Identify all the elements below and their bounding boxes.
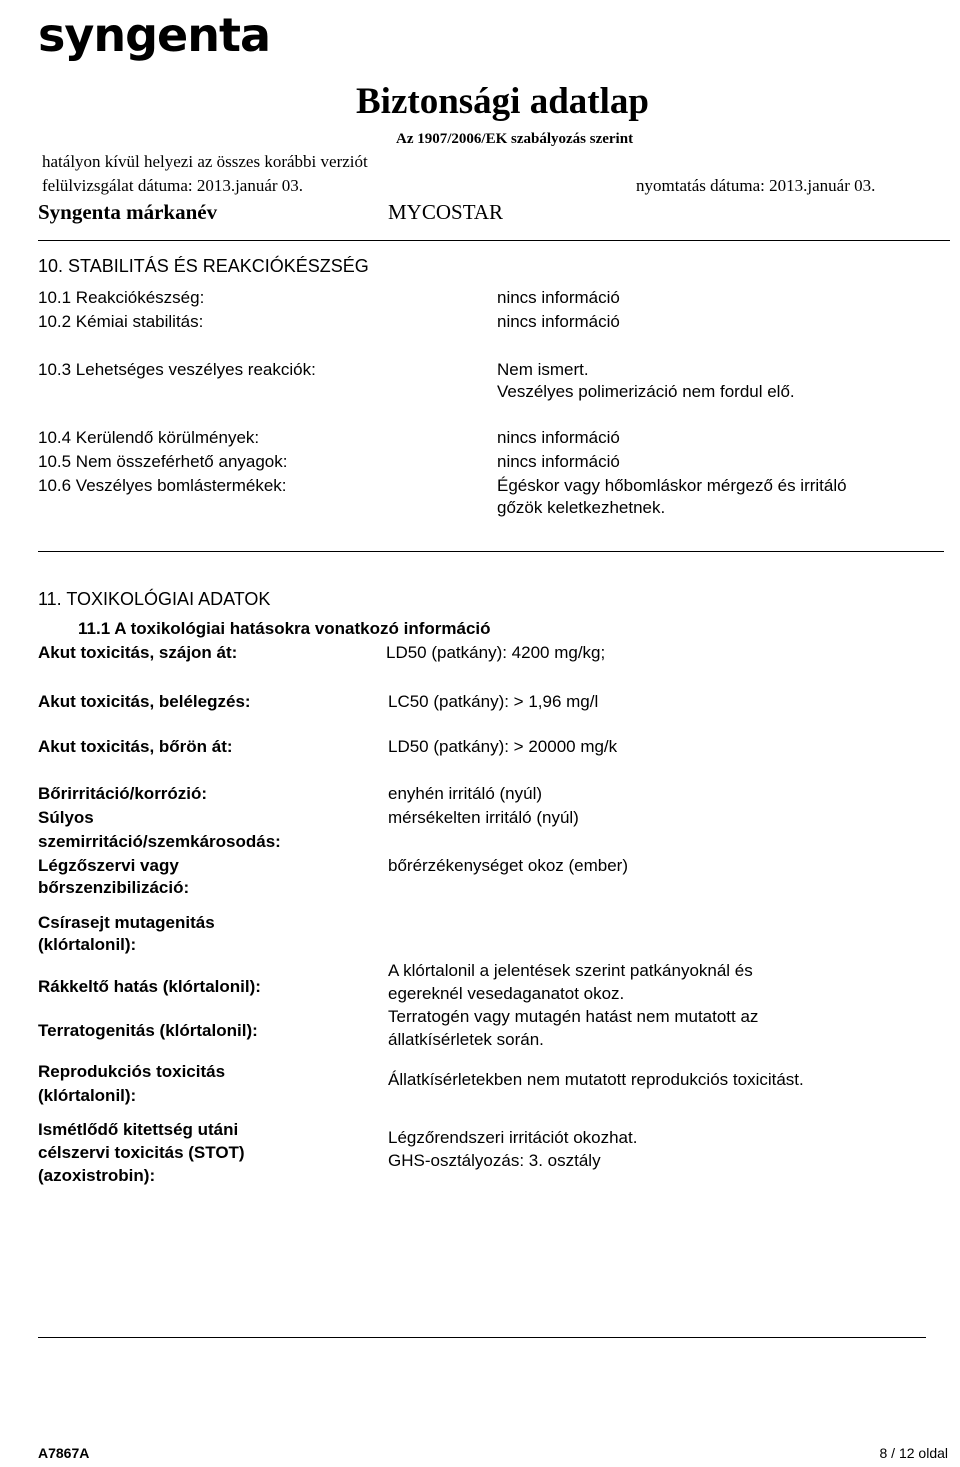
header-divider <box>38 240 950 241</box>
mutagenicity-label: Csírasejt mutagenitás <box>38 913 215 932</box>
sensitization-value: bőrérzékenységet okoz (ember) <box>388 856 629 875</box>
oral-toxicity-label: Akut toxicitás, szájon át: <box>38 643 238 662</box>
stot-value: Légzőrendszeri irritációt okozhat. <box>388 1128 638 1147</box>
footer-divider <box>38 1337 926 1338</box>
hazardous-reactions-value: Nem ismert. <box>497 360 589 379</box>
document-title: Biztonsági adatlap <box>356 81 649 122</box>
decomposition-products-label: 10.6 Veszélyes bomlástermékek: <box>38 476 287 495</box>
incompatible-materials-value: nincs információ <box>497 452 620 471</box>
oral-toxicity-value: LD50 (patkány): 4200 mg/kg; <box>386 643 606 662</box>
chemical-stability-label: 10.2 Kémiai stabilitás: <box>38 312 204 331</box>
stot-value-2: GHS-osztályozás: 3. osztály <box>388 1151 601 1170</box>
document-code: A7867A <box>38 1445 90 1461</box>
sensitization-label: Légzőszervi vagy <box>38 856 179 875</box>
inhalation-toxicity-value: LC50 (patkány): > 1,96 mg/l <box>388 692 599 711</box>
reactivity-value: nincs információ <box>497 288 620 307</box>
hazardous-reactions-value-2: Veszélyes polimerizáció nem fordul elő. <box>497 382 795 401</box>
print-date: nyomtatás dátuma: 2013.január 03. <box>636 176 876 195</box>
regulation-note: Az 1907/2006/EK szabályozás szerint <box>396 131 634 147</box>
eye-damage-value: mérsékelten irritáló (nyúl) <box>388 808 579 827</box>
hazardous-reactions-label: 10.3 Lehetséges veszélyes reakciók: <box>38 360 316 379</box>
incompatible-materials-label: 10.5 Nem összeférhető anyagok: <box>38 452 288 471</box>
stot-label: Ismétlődő kitettség utáni <box>38 1120 239 1139</box>
brand-label: Syngenta márkanév <box>38 200 218 224</box>
inhalation-toxicity-label: Akut toxicitás, belélegzés: <box>38 692 251 711</box>
carcinogenicity-value: A klórtalonil a jelentések szerint patkányoknál és <box>388 961 753 980</box>
dermal-toxicity-value: LD50 (patkány): > 20000 mg/k <box>388 737 618 756</box>
reproductive-toxicity-value: Állatkísérletekben nem mutatott reprodukciós toxicitást. <box>388 1070 804 1089</box>
section-10-heading: 10. STABILITÁS ÉS REAKCIÓKÉSZSÉG <box>38 256 369 276</box>
mutagenicity-label-2: (klórtalonil): <box>38 935 137 954</box>
eye-damage-label: Súlyos <box>38 808 94 827</box>
section-divider <box>38 551 944 552</box>
revision-date: felülvizsgálat dátuma: 2013.január 03. <box>42 176 304 195</box>
skin-irritation-value: enyhén irritáló (nyúl) <box>388 784 543 803</box>
skin-irritation-label: Bőrirritáció/korrózió: <box>38 784 208 803</box>
decomposition-products-value: Égéskor vagy hőbomláskor mérgező és irritáló <box>497 476 847 495</box>
reproductive-toxicity-label-2: (klórtalonil): <box>38 1086 137 1105</box>
sensitization-label-2: bőrszenzibilizáció: <box>38 878 190 897</box>
stot-label-3: (azoxistrobin): <box>38 1166 156 1185</box>
stot-label-2: célszervi toxicitás (STOT) <box>38 1143 245 1162</box>
decomposition-products-value-2: gőzök keletkezhetnek. <box>497 498 666 517</box>
section-11-heading: 11. TOXIKOLÓGIAI ADATOK <box>38 589 271 609</box>
carcinogenicity-label: Rákkeltő hatás (klórtalonil): <box>38 977 261 996</box>
conditions-to-avoid-label: 10.4 Kerülendő körülmények: <box>38 428 260 447</box>
reactivity-label: 10.1 Reakciókészség: <box>38 288 205 307</box>
page-number: 8 / 12 oldal <box>879 1445 948 1461</box>
chemical-stability-value: nincs információ <box>497 312 620 331</box>
reproductive-toxicity-label: Reprodukciós toxicitás <box>38 1062 226 1081</box>
syngenta-logo: syngenta <box>38 8 271 62</box>
conditions-to-avoid-value: nincs információ <box>497 428 620 447</box>
product-name: MYCOSTAR <box>388 200 504 224</box>
dermal-toxicity-label: Akut toxicitás, bőrön át: <box>38 737 233 756</box>
teratogenicity-value-2: állatkísérletek során. <box>388 1030 544 1049</box>
carcinogenicity-value-2: egereknél vesedaganatot okoz. <box>388 984 625 1003</box>
eye-damage-label-2: szemirritáció/szemkárosodás: <box>38 832 281 851</box>
supersedes-note: hatályon kívül helyezi az összes korábbi verziót <box>42 152 368 171</box>
teratogenicity-label: Terratogenitás (klórtalonil): <box>38 1021 258 1040</box>
section-11-1-subheading: 11.1 A toxikológiai hatásokra vonatkozó információ <box>78 619 491 638</box>
teratogenicity-value: Terratogén vagy mutagén hatást nem mutatott az <box>388 1007 759 1026</box>
